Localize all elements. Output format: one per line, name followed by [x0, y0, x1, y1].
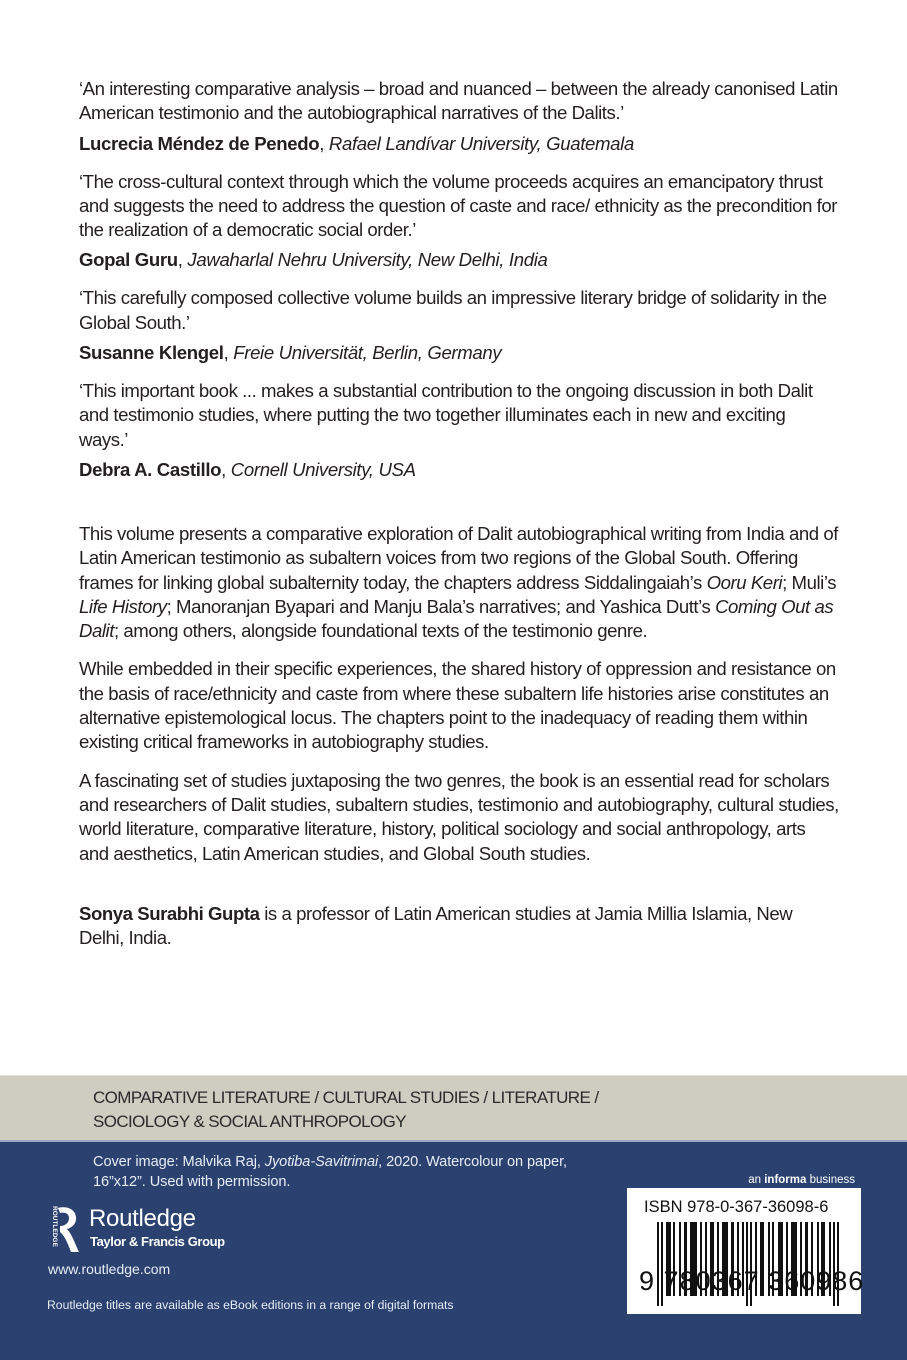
endorser-affiliation: Freie Universität, Berlin, Germany — [233, 342, 502, 364]
routledge-r-icon — [47, 1204, 81, 1254]
endorsement-quote: ‘This important book ... makes a substantial contribution to the ongoing discussion in both Dalit and testimonio studies, where putting the two together illuminates each in new and exciting ways.’ — [79, 380, 813, 450]
isbn-barcode-digits: 9 780367 360986 — [639, 1266, 865, 1296]
endorsement-attribution: Lucrecia Méndez de Penedo, Rafael Landívar University, Guatemala — [79, 132, 634, 154]
publisher-name: Routledge — [89, 1205, 196, 1232]
blurb-paragraph-3: A fascinating set of studies juxtaposing the two genres, the book is an essential read for scholars and researchers of Dalit studies, subaltern studies, testimonio and autobiography, cultural studies, world literature, comparative literature, history, political sociology and social anthropology, arts and aesthetics, Latin American studies, and Global South studies. — [79, 769, 839, 864]
blurb-paragraph-1: This volume presents a comparative exploration of Dalit autobiographical writing from India and of Latin American testimonio as subaltern voices from two regions of the Global South. Offering frames for linking global subalternity today, the chapters address Siddalingaiah’s Ooru Keri; Muli’s Life History; Manoranjan Byapari and Manju Bala’s narratives; and Yashica Dutt’s Coming Out as Dalit; among others, alongside foundational texts of the testimonio genre. — [79, 522, 838, 642]
author-name: Sonya Surabhi Gupta — [79, 902, 260, 924]
endorsement-attribution: Debra A. Castillo, Cornell University, USA — [79, 458, 416, 480]
blurb-paragraph-2: While embedded in their specific experiences, the shared history of oppression and resistance on the basis of race/ethnicity and caste from where these subaltern life histories arise constitutes an alternative epistemological locus. The chapters point to the inadequacy of reading them within existing critical frameworks in autobiography studies. — [79, 658, 836, 753]
book-title-coming-out-as-dalit: Coming Out as Dalit — [79, 595, 834, 642]
subject-categories-band — [0, 1075, 907, 1141]
subject-categories: COMPARATIVE LITERATURE / CULTURAL STUDIES / LITERATURE / SOCIOLOGY & SOCIAL ANTHROPOLOGY — [93, 1088, 599, 1131]
endorsement — [79, 170, 839, 273]
endorser-name: Gopal Guru — [79, 249, 178, 271]
back-cover-text — [79, 77, 839, 950]
artwork-title: Jyotiba-Savitrimai — [264, 1154, 379, 1170]
endorsement-quote: ‘The cross-cultural context through which the volume proceeds acquires an emancipatory thrust and suggests the need to address the question of caste and race/ ethnicity as the precondition for the realization of a democratic social order.’ — [79, 170, 838, 241]
ebook-note: Routledge titles are available as eBook editions in a range of digital formats — [47, 1298, 454, 1312]
endorsement-attribution: Gopal Guru, Jawaharlal Nehru University, New Delhi, India — [79, 249, 548, 271]
publisher-url[interactable]: www.routledge.com — [48, 1261, 171, 1277]
publisher-footer — [0, 1142, 907, 1360]
svg-text:ROUTLEDGE: ROUTLEDGE — [51, 1206, 58, 1247]
endorsement-attribution: Susanne Klengel, Freie Universität, Berlin, Germany — [79, 342, 502, 364]
informa-tagline: an informa business — [748, 1174, 855, 1186]
endorsement — [79, 77, 839, 156]
endorser-name: Lucrecia Méndez de Penedo — [79, 132, 320, 154]
publisher-group: Taylor & Francis Group — [90, 1234, 225, 1249]
endorsement — [79, 286, 839, 365]
endorsement — [79, 379, 839, 482]
isbn-label: ISBN 978-0-367-36098-6 — [644, 1198, 829, 1216]
book-title-life-history: Life History — [79, 595, 167, 617]
endorser-affiliation: Jawaharlal Nehru University, New Delhi, India — [187, 249, 548, 271]
author-bio: Sonya Surabhi Gupta is a professor of Latin American studies at Jamia Millia Islamia, New Delhi, India. — [79, 902, 793, 949]
book-title-ooru-keri: Ooru Keri — [706, 571, 783, 593]
endorser-name: Susanne Klengel — [79, 342, 224, 364]
endorsement-quote: ‘An interesting comparative analysis – broad and nuanced – between the already canonised Latin American testimonio and the autobiographical narratives of the Dalits.’ — [79, 78, 838, 124]
endorser-name: Debra A. Castillo — [79, 458, 222, 480]
routledge-logo — [47, 1204, 247, 1254]
isbn-barcode-box — [627, 1188, 865, 1314]
endorser-affiliation: Cornell University, USA — [230, 458, 416, 480]
endorsement-quote: ‘This carefully composed collective volume builds an impressive literary bridge of solidarity in the Global South.’ — [79, 287, 827, 333]
endorser-affiliation: Rafael Landívar University, Guatemala — [328, 132, 634, 154]
cover-image-credit: Cover image: Malvika Raj, Jyotiba-Savitrimai, 2020. Watercolour on paper, 16”x12”. Used with permission. — [93, 1154, 567, 1190]
